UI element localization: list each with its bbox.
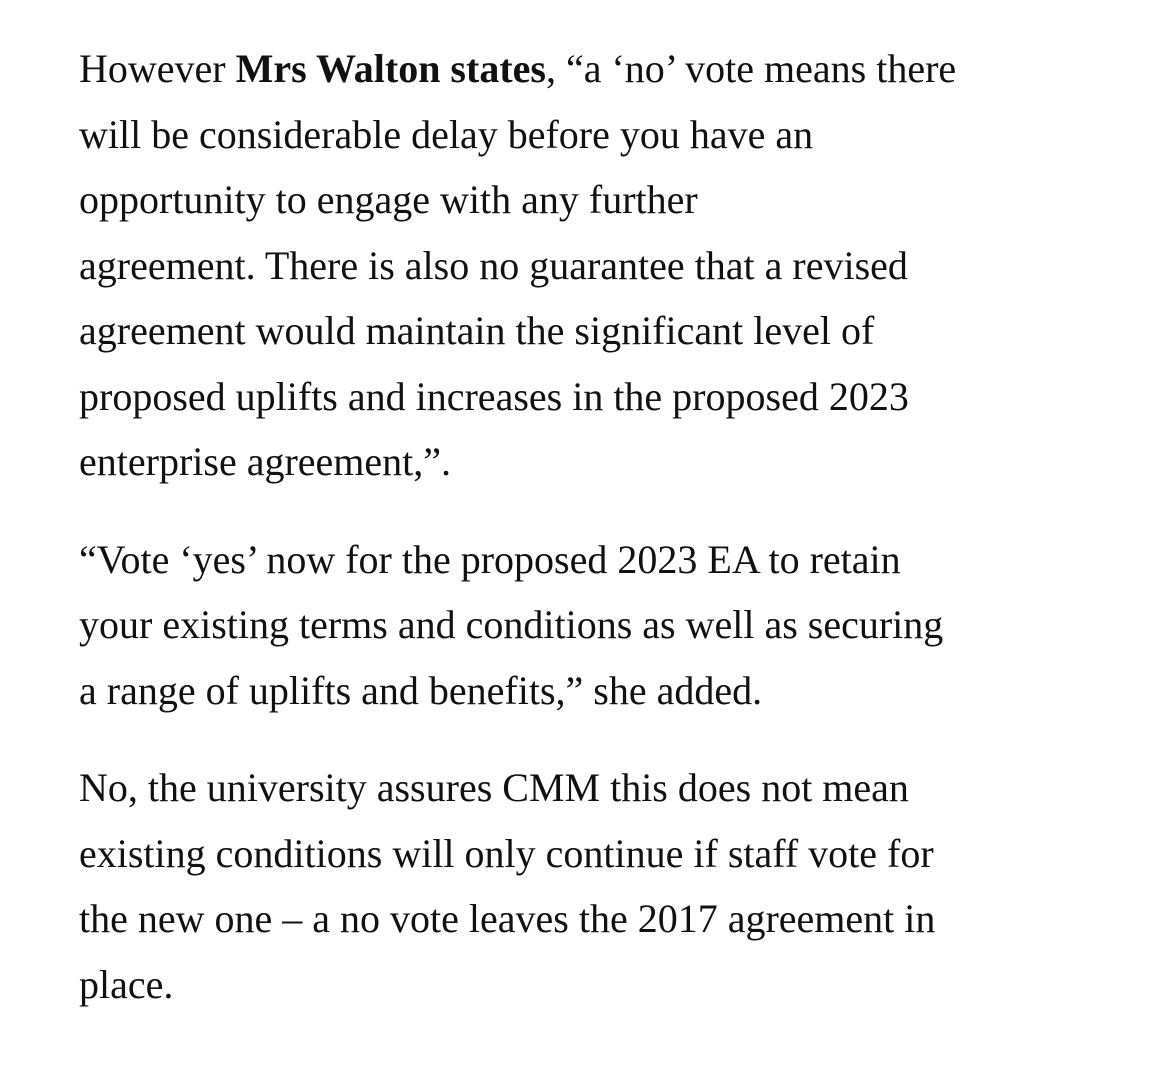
text-line: a range of uplifts and benefits,” she added. — [79, 667, 763, 713]
text-line: existing conditions will only continue if staff vote for — [79, 830, 934, 876]
text-line: “Vote ‘yes’ now for the proposed 2023 EA to retain — [79, 536, 901, 582]
text-line: No, the university assures CMM this does not mean — [79, 765, 909, 810]
text-line — [79, 36, 1119, 102]
text-line: the new one – a no vote leaves the 2017 agreement in — [79, 896, 936, 941]
text-line: opportunity to engage with any further — [79, 177, 698, 222]
line-prefix: However — [79, 46, 236, 91]
text-line: your existing terms and conditions as well as securing — [79, 602, 944, 647]
text-line: agreement. There is also no guarantee that a revised — [79, 242, 908, 288]
article-body — [79, 36, 1119, 1049]
paragraph-vote-yes-quote — [79, 527, 1119, 724]
text-line: proposed uplifts and increases in the proposed 2023 — [79, 373, 909, 419]
paragraph-walton-quote — [79, 36, 1119, 495]
text-line: will be considerable delay before you have an — [79, 111, 814, 157]
speaker-name: Mrs Walton states — [235, 46, 546, 91]
text-line: place. — [79, 961, 174, 1007]
line-suffix: , “a ‘no’ vote means there — [545, 46, 957, 91]
text-line: agreement would maintain the significant level of — [79, 308, 875, 353]
text-line: enterprise agreement,”. — [79, 439, 452, 484]
paragraph-university-assurance — [79, 755, 1119, 1017]
